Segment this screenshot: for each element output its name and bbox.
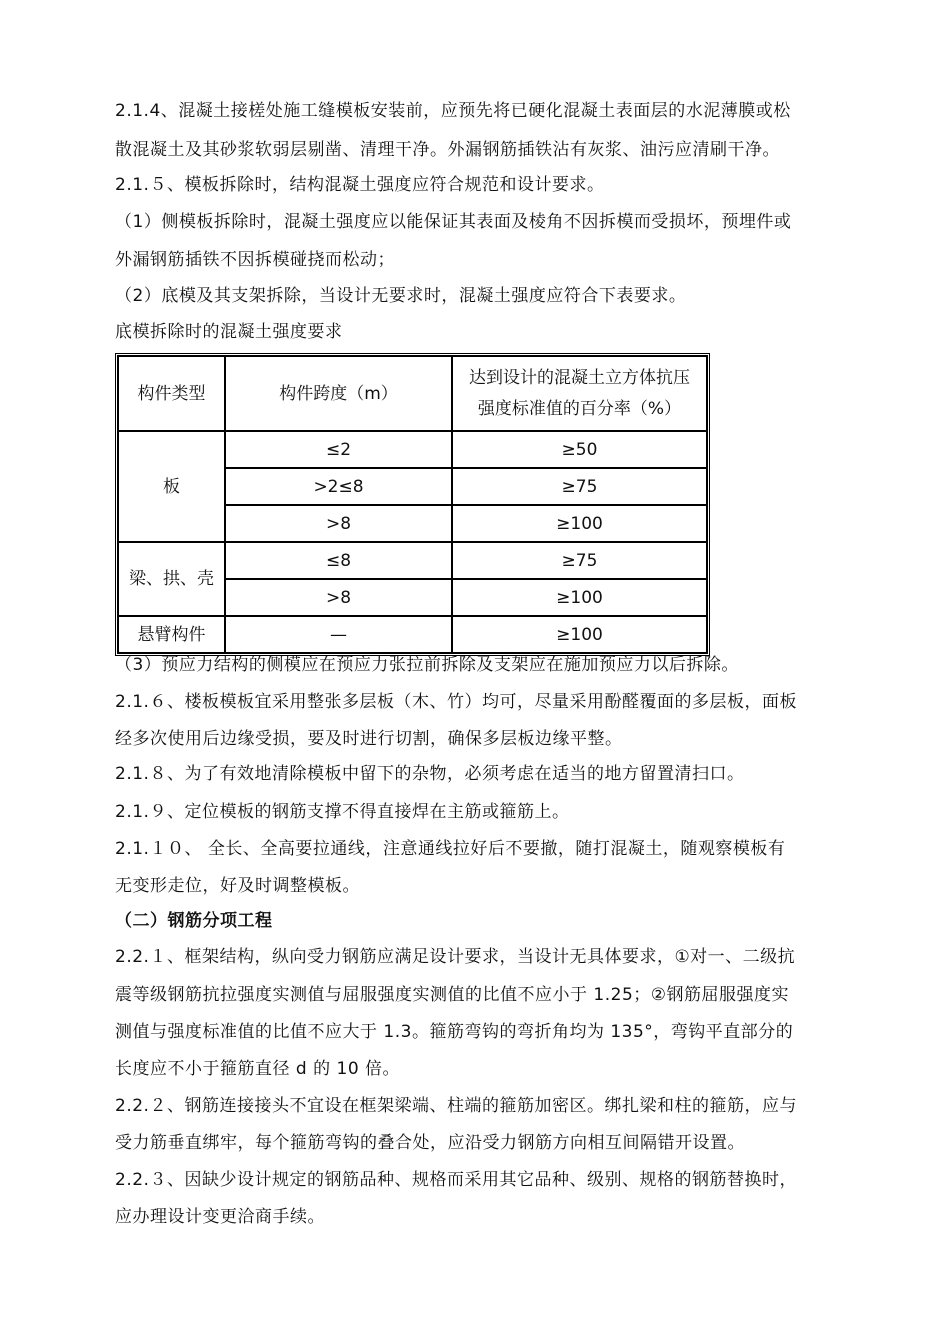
cell-span: >2≤8	[225, 468, 452, 505]
paragraph-line: 应办理设计变更洽商手续。	[115, 1207, 325, 1227]
paragraph-line: 受力筋垂直绑牢，每个箍筋弯钩的叠合处，应沿受力钢筋方向相互间隔错开设置。	[115, 1133, 745, 1153]
paragraph-line: 震等级钢筋抗拉强度实测值与屈服强度实测值的比值不应小于 1.25；②钢筋屈服强度实	[115, 985, 789, 1005]
table-row	[118, 542, 707, 579]
section-heading: （二）钢筋分项工程	[115, 911, 273, 931]
paragraph-line: 2.1.８、为了有效地清除模板中留下的杂物，必须考虑在适当的地方留置清扫口。	[115, 764, 745, 784]
table-header-row	[118, 356, 707, 431]
paragraph-line: 2.1.１０、 全长、全高要拉通线，注意通线拉好后不要撤，随打混凝土，随观察模板有	[115, 839, 786, 859]
cell-rate: ≥75	[452, 542, 707, 579]
paragraph-line: 测值与强度标准值的比值不应大于 1.3。箍筋弯钩的弯折角均为 135°，弯钩平直部分的	[115, 1022, 794, 1042]
paragraph-line: 散混凝土及其砂浆软弱层剔凿、清理干净。外漏钢筋插铁沾有灰浆、油污应清刷干净。	[115, 140, 780, 160]
table-row	[118, 431, 707, 468]
paragraph-line: 经多次使用后边缘受损，要及时进行切割，确保多层板边缘平整。	[115, 729, 623, 749]
paragraph-line: 2.1.4、混凝土接槎处施工缝模板安装前，应预先将已硬化混凝土表面层的水泥薄膜或松	[115, 101, 791, 121]
paragraph-line: 2.1.５、模板拆除时，结构混凝土强度应符合规范和设计要求。	[115, 175, 605, 195]
header-span: 构件跨度（m）	[225, 356, 452, 431]
cell-rate: ≥100	[452, 579, 707, 616]
header-component-type: 构件类型	[118, 356, 225, 431]
cell-type-slab: 板	[118, 431, 225, 542]
cell-span: —	[225, 616, 452, 653]
paragraph-line: 无变形走位，好及时调整模板。	[115, 876, 360, 896]
cell-span: >8	[225, 505, 452, 542]
paragraph-line: 2.2.１、框架结构，纵向受力钢筋应满足设计要求，当设计无具体要求，①对一、二级抗	[115, 947, 796, 967]
cell-rate: ≥100	[452, 616, 707, 653]
paragraph-line: 外漏钢筋插铁不因拆模碰挠而松动；	[115, 250, 395, 270]
table-caption: 底模拆除时的混凝土强度要求	[115, 322, 343, 342]
paragraph-line: 2.2.２、钢筋连接接头不宜设在框架梁端、柱端的箍筋加密区。绑扎梁和柱的箍筋，应与	[115, 1096, 797, 1116]
paragraph-line: 2.2.３、因缺少设计规定的钢筋品种、规格而采用其它品种、级别、规格的钢筋替换时，	[115, 1170, 797, 1190]
header-strength-rate	[452, 356, 707, 431]
cell-rate: ≥50	[452, 431, 707, 468]
cell-rate: ≥100	[452, 505, 707, 542]
cell-type-cantilever: 悬臂构件	[118, 616, 225, 653]
paragraph-line: 2.1.９、定位模板的钢筋支撑不得直接焊在主筋或箍筋上。	[115, 802, 570, 822]
paragraph-line: （3）预应力结构的侧模应在预应力张拉前拆除及支架应在施加预应力以后拆除。	[115, 655, 739, 675]
paragraph-line: （1）侧模板拆除时，混凝土强度应以能保证其表面及棱角不因拆模而受损坏，预埋件或	[115, 212, 792, 232]
header-strength-rate-line2: 强度标准值的百分率（%）	[477, 398, 682, 419]
paragraph-line: 2.1.６、楼板模板宜采用整张多层板（木、竹）均可，尽量采用酚醛覆面的多层板，面板	[115, 692, 797, 712]
form-removal-strength-table	[115, 353, 710, 656]
header-strength-rate-line1: 达到设计的混凝土立方体抗压	[469, 367, 690, 388]
paragraph-line: 长度应不小于箍筋直径 d 的 10 倍。	[115, 1059, 401, 1079]
paragraph-line: （2）底模及其支架拆除，当设计无要求时，混凝土强度应符合下表要求。	[115, 286, 687, 306]
cell-span: ≤2	[225, 431, 452, 468]
cell-rate: ≥75	[452, 468, 707, 505]
cell-span: >8	[225, 579, 452, 616]
cell-type-beam: 梁、拱、壳	[118, 542, 225, 616]
cell-span: ≤8	[225, 542, 452, 579]
table-row	[118, 616, 707, 653]
